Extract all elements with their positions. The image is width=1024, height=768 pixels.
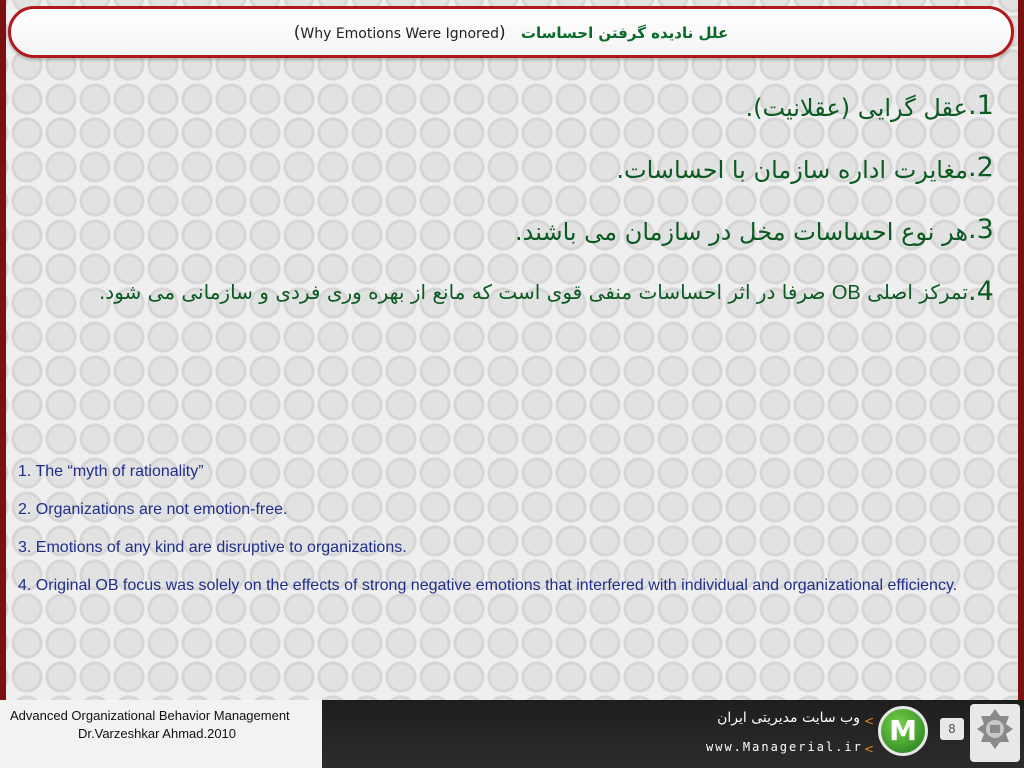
author-credit: Dr.Varzeshkar Ahmad.2010 bbox=[78, 726, 237, 741]
ob-abbreviation: OB bbox=[831, 282, 861, 304]
title-persian: علل نادیده گرفتن احساسات bbox=[520, 24, 729, 42]
english-list bbox=[18, 453, 978, 605]
item-number: .4 bbox=[968, 276, 994, 307]
item-number: .2 bbox=[968, 152, 994, 183]
managerial-logo-icon: M bbox=[878, 706, 928, 756]
arrow-icon: < bbox=[864, 742, 875, 756]
persian-list-item bbox=[14, 90, 1014, 132]
page-number: 8 bbox=[940, 718, 964, 740]
item-number: .3 bbox=[968, 214, 994, 245]
site-name-persian: وب سایت مدیریتی ایران bbox=[717, 710, 860, 726]
item-text: هر نوع احساسات مخل در سازمان می باشند. bbox=[515, 218, 968, 246]
course-title: Advanced Organizational Behavior Management bbox=[10, 708, 290, 723]
item-text-before: تمرکز اصلی bbox=[860, 280, 968, 304]
item-text: عقل گرایی (عقلانیت). bbox=[745, 94, 968, 122]
english-list-item: 2. Organizations are not emotion-free. bbox=[18, 501, 288, 518]
title-paren-close: ) bbox=[499, 23, 506, 43]
item-text bbox=[14, 270, 968, 315]
slide-title bbox=[11, 23, 1011, 43]
emblem-shape bbox=[976, 708, 1014, 750]
arrow-icon: < bbox=[864, 714, 875, 728]
title-english: Why Emotions Were Ignored bbox=[300, 26, 499, 42]
persian-list bbox=[14, 90, 1014, 335]
persian-list-item bbox=[14, 276, 1014, 315]
persian-list-item bbox=[14, 152, 1014, 194]
footer-credits bbox=[0, 700, 322, 768]
persian-list-item bbox=[14, 214, 1014, 256]
item-text: مغایرت اداره سازمان با احساسات. bbox=[616, 156, 968, 184]
title-paren-open: ( bbox=[293, 23, 301, 43]
english-list-item: 4. Original OB focus was solely on the effects of strong negative emotions that interfered with individual and organizational efficiency. bbox=[18, 577, 958, 594]
item-text-after: صرفا در اثر احساسات منفی قوی است که مانع از بهره وری فردی و سازمانی می شود. bbox=[98, 280, 832, 304]
footer-bar bbox=[0, 700, 1024, 768]
item-number: .1 bbox=[968, 90, 994, 121]
title-banner bbox=[8, 6, 1014, 58]
english-list-item: 3. Emotions of any kind are disruptive to organizations. bbox=[18, 539, 407, 556]
site-url[interactable]: www.Managerial.ir bbox=[706, 740, 863, 754]
university-emblem-icon bbox=[970, 704, 1020, 762]
english-list-item: 1. The “myth of rationality” bbox=[18, 463, 204, 480]
